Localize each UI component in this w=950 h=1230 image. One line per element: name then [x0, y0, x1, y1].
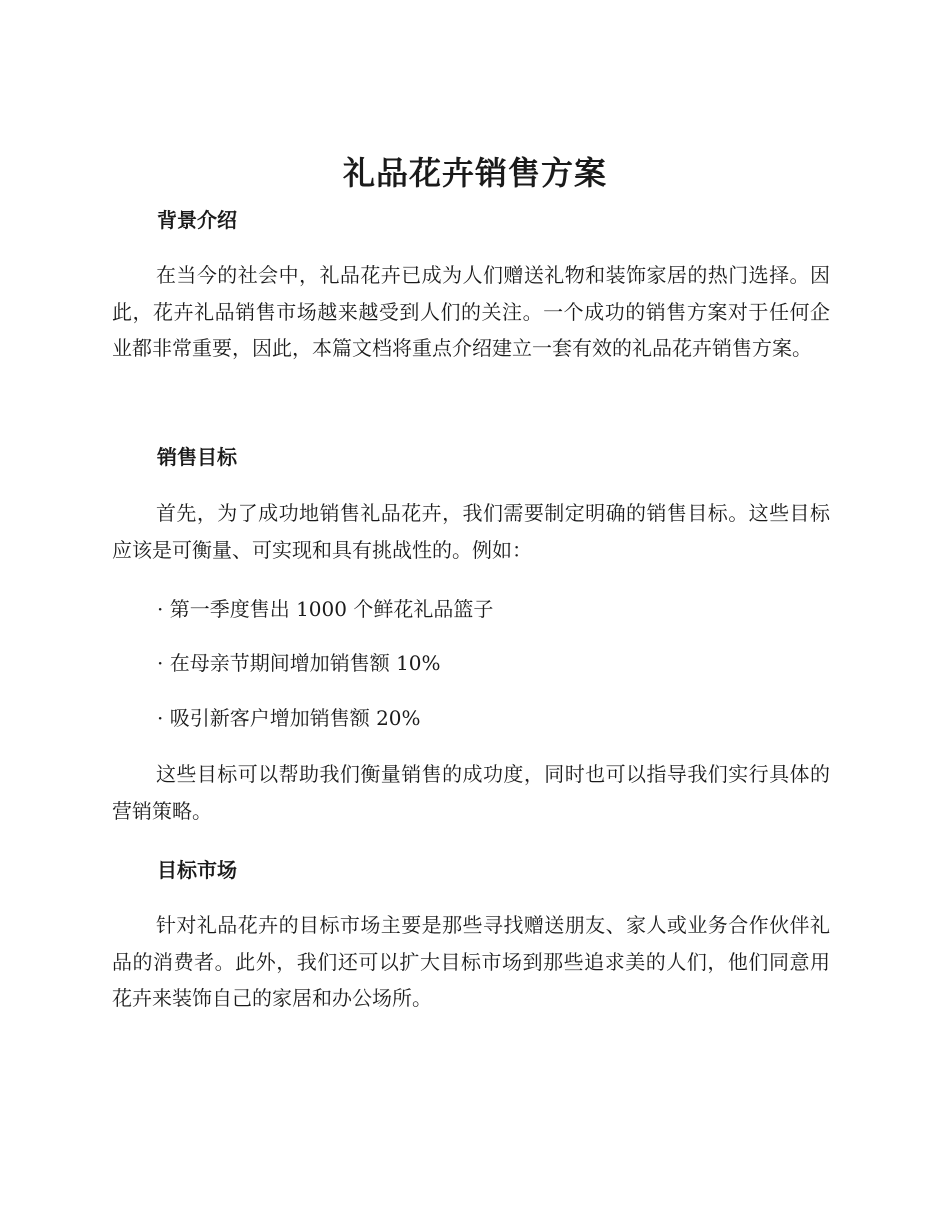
- goal-list-item: · 第一季度售出 1000 个鲜花礼品篮子: [157, 597, 494, 621]
- sales-goals-outro: 这些目标可以帮助我们衡量销售的成功度，同时也可以指导我们实行具体的营销策略。: [112, 762, 830, 823]
- section-heading-sales-goals: 销售目标: [157, 445, 237, 469]
- goal-list-item: · 吸引新客户增加销售额 20%: [157, 706, 421, 730]
- section-heading-target-market: 目标市场: [157, 858, 237, 882]
- goal-list-item: · 在母亲节期间增加销售额 10%: [157, 651, 441, 675]
- target-market-paragraph: 针对礼品花卉的目标市场主要是那些寻找赠送朋友、家人或业务合作伙伴礼品的消费者。此外，我们还可以扩大目标市场到那些追求美的人们，他们同意用花卉来装饰自己的家居和办公场所。: [112, 913, 830, 1010]
- document-title: 礼品花卉销售方案: [342, 154, 607, 192]
- background-paragraph: 在当今的社会中，礼品花卉已成为人们赠送礼物和装饰家居的热门选择。因此，花卉礼品销售市场越来越受到人们的关注。一个成功的销售方案对于任何企业都非常重要，因此，本篇文档将重点介绍建立一套有效的礼品花卉销售方案。: [112, 263, 830, 360]
- sales-goals-intro: 首先，为了成功地销售礼品花卉，我们需要制定明确的销售目标。这些目标应该是可衡量、可实现和具有挑战性的。例如：: [112, 501, 830, 562]
- section-heading-background: 背景介绍: [157, 208, 237, 232]
